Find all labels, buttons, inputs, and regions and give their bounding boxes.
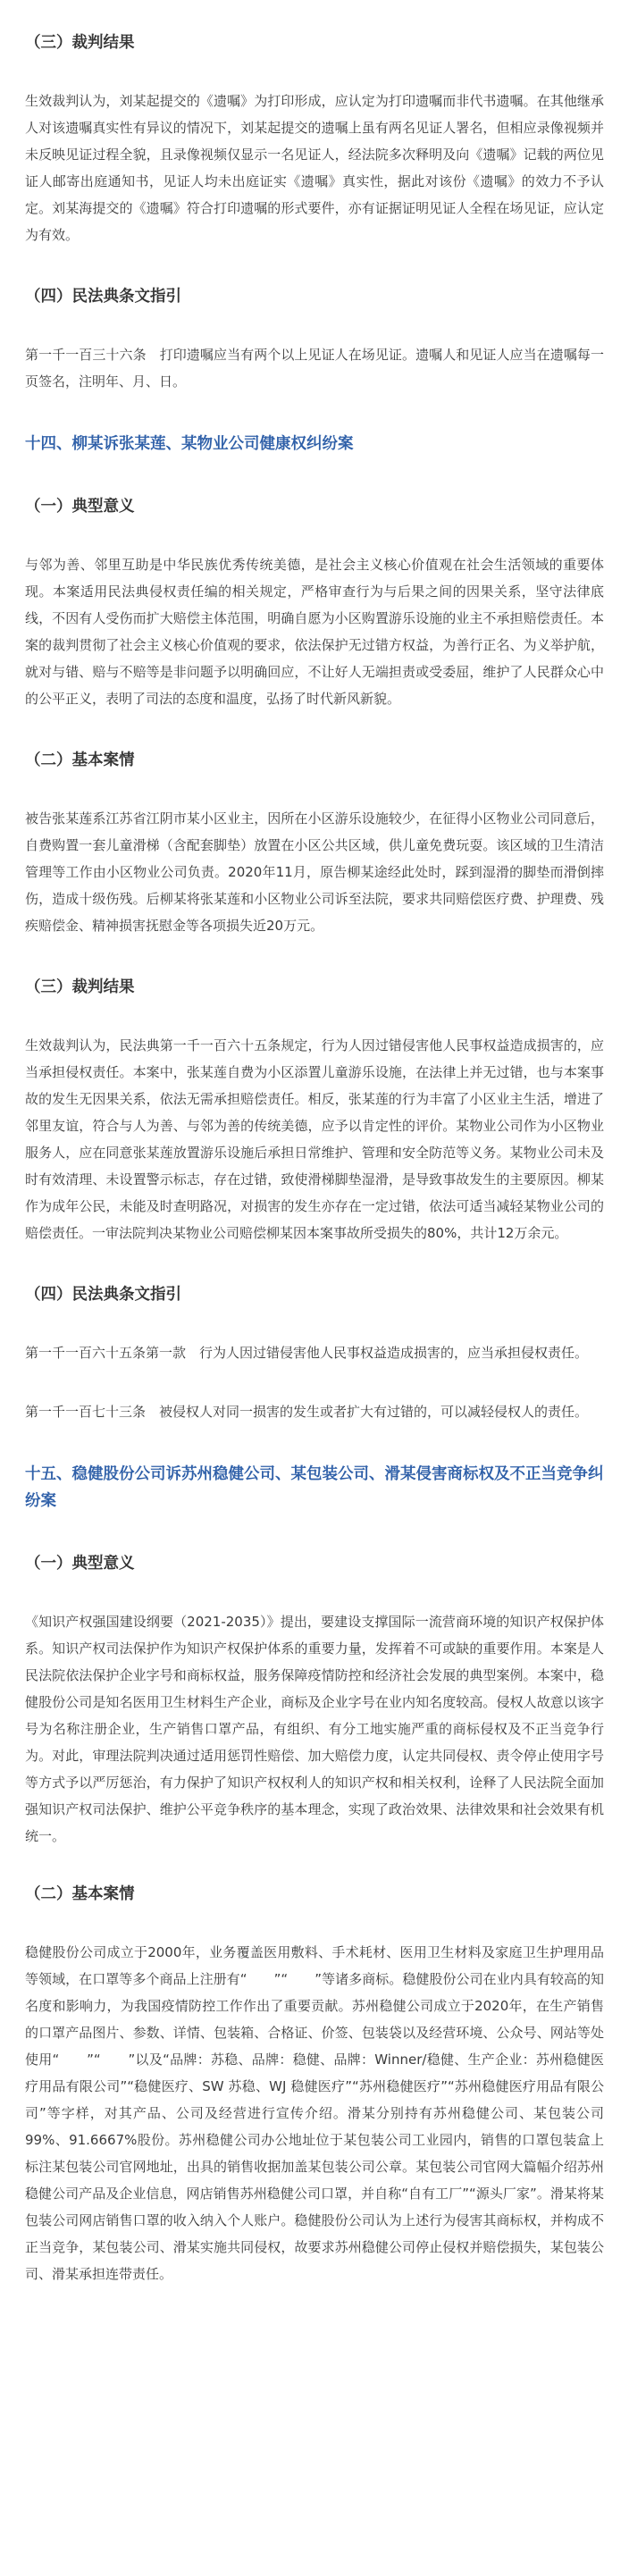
s14-law-text-1: 第一千一百六十五条第一款 行为人因过错侵害他人民事权益造成损害的，应当承担侵权责任。 xyxy=(25,1344,589,1361)
s15-significance-heading: （一）典型意义 xyxy=(25,1554,135,1573)
s14-law-text-2: 第一千一百七十三条 被侵权人对同一损害的发生或者扩大有过错的，可以减轻侵权人的责任。 xyxy=(25,1403,589,1420)
section-14-title: 十四、柳某诉张某莲、某物业公司健康权纠纷案 xyxy=(25,435,354,453)
s15-facts-text: 稳健股份公司成立于2000年，业务覆盖医用敷料、手术耗材、医用卫生材料及家庭卫生护理用品等领域，在口罩等多个商品上注册有“ ”“ ”等诸多商标。稳健股份公司在业内具有较高的知名度和影响力，为我国疫情防控工作作出了重要贡献。苏州稳健公司成立于2020年，在生产销售的口罩产品图片、参数、详情、包装箱、合格证、价签、包装袋以及经营环境、公众号、网站等处使用“ ”“ ”以及“品牌：苏稳、品牌：稳健、品牌：Winner/稳健、生产企业：苏州稳健医疗用品有限公司”“稳健医疗、SW 苏稳、WJ 稳健医疗”“苏州稳健医疗”“苏州稳健医疗用品有限公司”等字样，对其产品、公司及经营进行宣传介绍。滑某分别持有苏州稳健公司、某包装公司99%、91.6667%股份。苏州稳健公司办公地址位于某包装公司工业园内，销售的口罩包装盒上标注某包装公司官网地址，出具的销售收据加盖某包装公司公章。某包装公司官网大篇幅介绍苏州稳健公司产品及企业信息，网店销售苏州稳健公司口罩，并自称“自有工厂”“源头厂家”。滑某将某包装公司网店销售口罩的收入纳入个人账户。稳健股份公司认为上述行为侵害其商标权，并构成不正当竞争，某包装公司、滑某实施共同侵权，故要求苏州稳健公司停止侵权并赔偿损失，某包装公司、滑某承担连带责任。 xyxy=(25,1943,604,2282)
s14-law-heading: （四）民法典条文指引 xyxy=(25,1285,181,1304)
s13-law-text: 第一千一百三十六条 打印遗嘱应当有两个以上见证人在场见证。遗嘱人和见证人应当在遗嘱每一页签名，注明年、月、日。 xyxy=(25,347,604,390)
s13-law-heading: （四）民法典条文指引 xyxy=(25,288,181,306)
s14-significance-text: 与邻为善、邻里互助是中华民族优秀传统美德，是社会主义核心价值观在社会生活领域的重要体现。本案适用民法典侵权责任编的相关规定，严格审查行为与后果之间的因果关系，坚守法律底线，不因有人受伤而扩大赔偿主体范围，明确自愿为小区购置游乐设施的业主不承担赔偿责任。本案的裁判贯彻了社会主义核心价值观的要求，依法保护无过错方权益，为善行正名、为义举护航，就对与错、赔与不赔等是非问题予以明确回应，不让好人无端担责或受委屈，维护了人民群众心中的公平正义，表明了司法的态度和温度，弘扬了时代新风新貌。 xyxy=(25,556,604,707)
s13-judgment-text: 生效裁判认为，刘某起提交的《遗嘱》为打印形成，应认定为打印遗嘱而非代书遗嘱。在其他继承人对该遗嘱真实性有异议的情况下，刘某起提交的遗嘱上虽有两名见证人署名，但相应录像视频并未反映见证过程全貌，且录像视频仅显示一名见证人，经法院多次释明及向《遗嘱》记载的两位见证人邮寄出庭通知书，见证人均未出庭证实《遗嘱》真实性，据此对该份《遗嘱》的效力不予认定。刘某海提交的《遗嘱》符合打印遗嘱的形式要件，亦有证据证明见证人全程在场见证，应认定为有效。 xyxy=(25,93,604,243)
s14-significance-heading: （一）典型意义 xyxy=(25,497,135,516)
s14-judgment-text: 生效裁判认为，民法典第一千一百六十五条规定，行为人因过错侵害他人民事权益造成损害的，应当承担侵权责任。本案中，张某莲自费为小区添置儿童游乐设施，在法律上并无过错，也与本案事故的发生无因果关系，依法无需承担赔偿责任。相反，张某莲的行为丰富了小区业主生活，增进了邻里友谊，符合与人为善、与邻为善的传统美德，应予以肯定性的评价。某物业公司作为小区物业服务人，应在同意张某莲放置游乐设施后承担日常维护、管理和安全防范等义务。某物业公司未及时有效清理、未设置警示标志，存在过错，致使滑梯脚垫湿滑，是导致事故发生的主要原因。柳某作为成年公民，未能及时查明路况，对损害的发生亦存在一定过错，依法可适当减轻某物业公司的赔偿责任。一审法院判决某物业公司赔偿柳某因本案事故所受损失的80%，共计12万余元。 xyxy=(25,1036,604,1241)
s14-facts-text: 被告张某莲系江苏省江阴市某小区业主，因所在小区游乐设施较少，在征得小区物业公司同意后，自费购置一套儿童滑梯（含配套脚垫）放置在小区公共区域，供儿童免费玩耍。该区域的卫生清洁管理等工作由小区物业公司负责。2020年11月，原告柳某途经此处时，踩到湿滑的脚垫而滑倒摔伤，造成十级伤残。后柳某将张某莲和小区物业公司诉至法院，要求共同赔偿医疗费、护理费、残疾赔偿金、精神损害抚慰金等各项损失近20万元。 xyxy=(25,810,604,934)
section-15-title: 十五、稳健股份公司诉苏州稳健公司、某包装公司、滑某侵害商标权及不正当竞争纠纷案 xyxy=(25,1464,604,1511)
s14-facts-heading: （二）基本案情 xyxy=(25,751,135,769)
s15-facts-heading: （二）基本案情 xyxy=(25,1884,135,1903)
s14-judgment-heading: （三）裁判结果 xyxy=(25,978,135,996)
s15-significance-text: 《知识产权强国建设纲要（2021-2035）》提出，要建设支撑国际一流营商环境的知识产权保护体系。知识产权司法保护作为知识产权保护体系的重要力量，发挥着不可或缺的重要作用。本案是人民法院依法保护企业字号和商标权益，服务保障疫情防控和经济社会发展的典型案例。本案中，稳健股份公司是知名医用卫生材料生产企业，商标及企业字号在业内知名度较高。侵权人故意以该字号为名称注册企业，生产销售口罩产品，有组织、有分工地实施严重的商标侵权及不正当竞争行为。对此，审理法院判决通过适用惩罚性赔偿、加大赔偿力度，认定共同侵权、责令停止使用字号等方式予以严厉惩治，有力保护了知识产权权利人的知识产权和相关权利，诠释了人民法院全面加强知识产权司法保护、维护公平竞争秩序的基本理念，实现了政治效果、法律效果和社会效果有机统一。 xyxy=(25,1613,604,1844)
s13-judgment-heading: （三）裁判结果 xyxy=(25,34,135,52)
